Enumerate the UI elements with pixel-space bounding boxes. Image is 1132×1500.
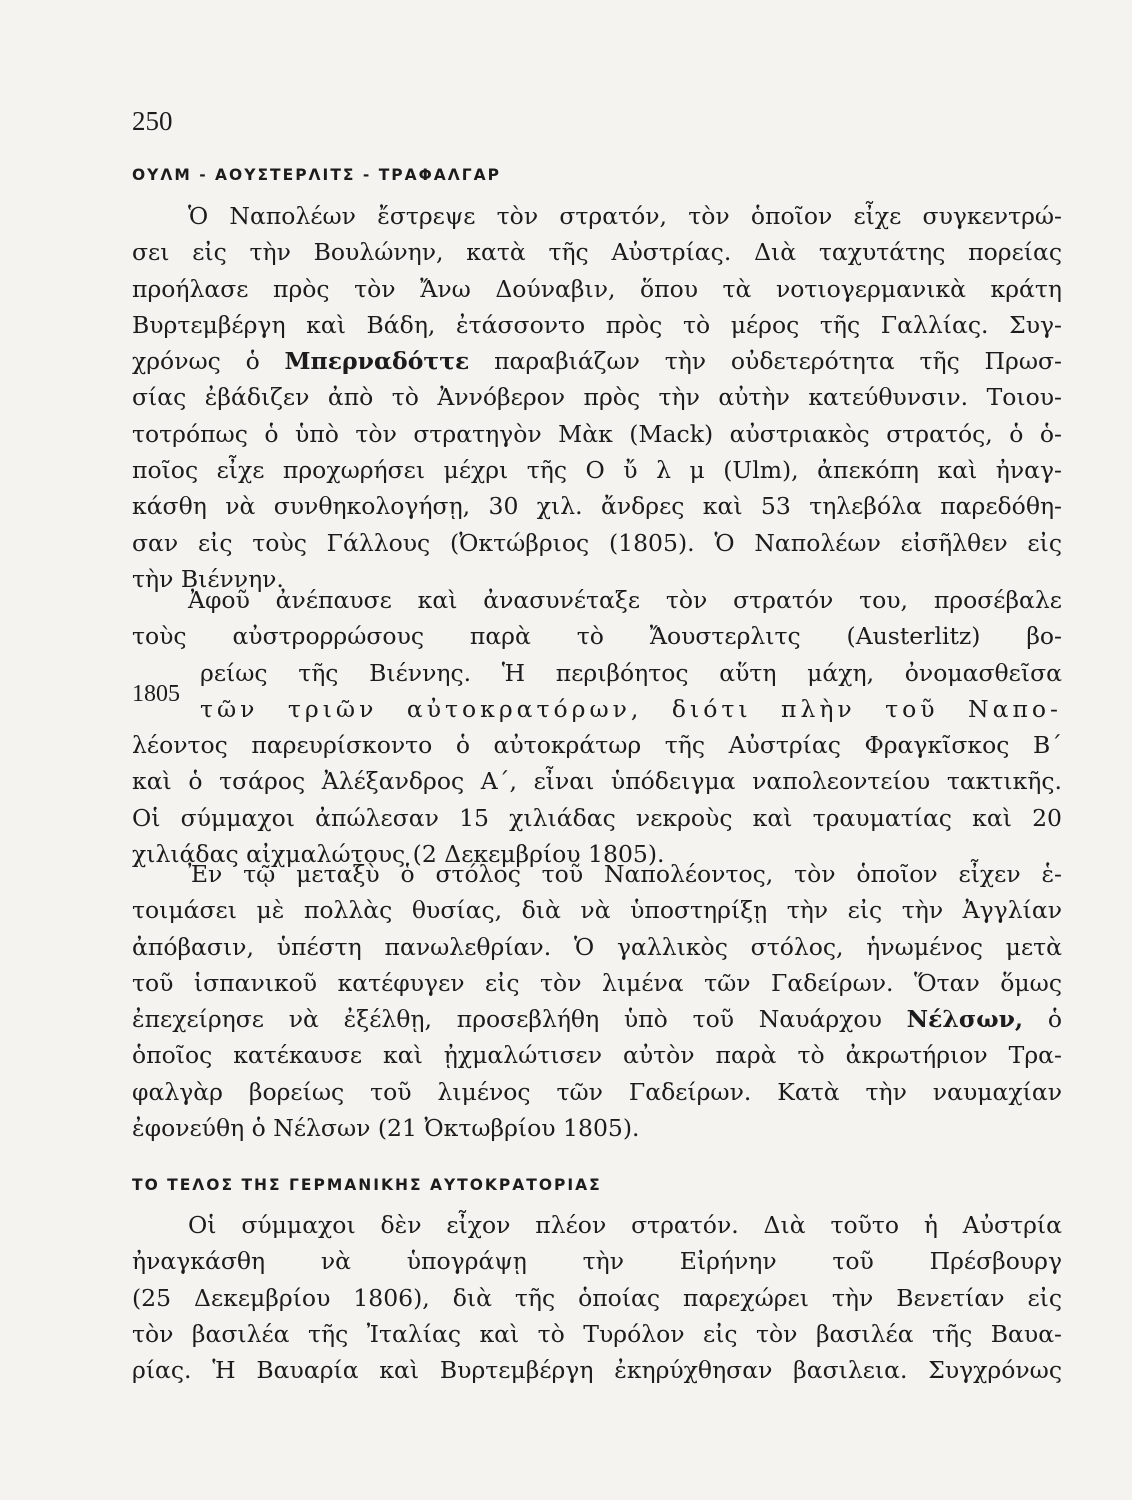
text-line: Οἱ σύμμαχοι δὲν εἶχον πλέον στρατόν. Διὰ τοῦτο ἡ Αὐστρία [188, 1211, 1062, 1239]
bold-name-nelson: Νέλσων, [906, 1005, 1024, 1034]
text-line: τοὺς αὐστρορρώσους παρὰ τὸ Ἄουστερλιτς (Austerlitz) βο- [132, 622, 1062, 651]
text-line: Ἐν τῷ μεταξὺ ὁ στόλος τοῦ Ναπολέοντος, τὸν ὁποῖον εἶχεν ἑ- [188, 860, 1062, 888]
paragraph-end-of-german-empire [132, 1207, 1062, 1388]
text-line: τῶν τριῶν αὐτοκρατόρων, διότι πλὴν τοῦ Ναπο- [200, 694, 1062, 723]
text-line: ὁποῖος κατέκαυσε καὶ ᾐχμαλώτισεν αὐτὸν παρὰ τὸ ἀκρωτήριον Τρα- [132, 1041, 1062, 1070]
text-line: ἀπόβασιν, ὑπέστη πανωλεθρίαν. Ὁ γαλλικὸς στόλος, ἡνωμένος μετὰ [132, 932, 1062, 961]
text-line: τοῦ ἱσπανικοῦ κατέφυγεν εἰς τὸν λιμένα τῶν Γαδείρων. Ὅταν ὅμως [132, 968, 1062, 997]
text-line: Ἀφοῦ ἀνέπαυσε καὶ ἀνασυνέταξε τὸν στρατόν του, προσέβαλε [188, 586, 1062, 614]
text-line: χιλιάδας αἰχμαλώτους (2 Δεκεμβρίου 1805). [132, 840, 665, 869]
text-line: τὴν Βιέννην. [132, 564, 284, 593]
text-line: (25 Δεκεμβρίου 1806), διὰ τῆς ὁποίας παρεχώρει τὴν Βενετίαν εἰς [132, 1283, 1062, 1312]
text-line: κάσθη νὰ συνθηκολογήσῃ, 30 χιλ. ἄνδρες καὶ 53 τηλεβόλα παρεδόθη- [132, 492, 1062, 521]
text-line: ποῖος εἶχε προχωρήσει μέχρι τῆς Ο ὔ λ μ (Ulm), ἀπεκόπη καὶ ἠναγ- [132, 456, 1062, 485]
paragraph-napoleon-campaign [132, 198, 1062, 597]
text-line: ἠναγκάσθη νὰ ὑπογράψῃ τὴν Εἰρήνην τοῦ Πρέσβουργ [132, 1247, 1062, 1276]
text-line: ἐφονεύθη ὁ Νέλσων (21 Ὀκτωβρίου 1805). [132, 1114, 640, 1143]
text-line-with-bernadotte: χρόνως ὁ Μπερναδόττε παραβιάζων τὴν οὐδετερότητα τῆς Πρωσ- [132, 347, 1062, 376]
text-line: σει εἰς τὴν Βουλώνην, κατὰ τῆς Αὐστρίας. Διὰ ταχυτάτης πορείας [132, 238, 1062, 267]
text-line: ρίας. Ἡ Βαυαρία καὶ Βυρτεμβέργη ἐκηρύχθησαν βασιλεια. Συγχρόνως [132, 1356, 1062, 1385]
text-line: τοτρόπως ὁ ὑπὸ τὸν στρατηγὸν Μὰκ (Mack) αὐστριακὸς στρατός, ὁ ὁ- [132, 419, 1062, 448]
text-line-with-nelson: ἐπεχείρησε νὰ ἐξέλθῃ, προσεβλήθη ὑπὸ τοῦ Ναυάρχου Νέλσων, ὁ [132, 1005, 1062, 1034]
text-line: προήλασε πρὸς τὸν Ἄνω Δούναβιν, ὅπου τὰ νοτιογερμανικὰ κράτη [132, 274, 1062, 303]
paragraph-austerlitz [132, 582, 1062, 872]
text-line: Ὁ Ναπολέων ἔστρεψε τὸν στρατόν, τὸν ὁποῖον εἶχε συγκεντρώ- [188, 202, 1062, 230]
margin-year-note: 1805 [132, 681, 180, 707]
paragraph-trafalgar [132, 856, 1062, 1146]
text-line: Βυρτεμβέργη καὶ Βάδη, ἐτάσσοντο πρὸς τὸ μέρος τῆς Γαλλίας. Συγ- [132, 310, 1062, 339]
section-heading-ulm-austerlitz-trafalgar: ΟΥΛΜ - ΑΟΥΣΤΕΡΛΙΤΣ - ΤΡΑΦΑΛΓΑΡ [132, 166, 502, 184]
text-line: φαλγὰρ βορείως τοῦ λιμένος τῶν Γαδείρων. Κατὰ τὴν ναυμαχίαν [132, 1077, 1062, 1106]
text-line: λέοντος παρευρίσκοντο ὁ αὐτοκράτωρ τῆς Αὐστρίας Φραγκῖσκος Β΄ [132, 731, 1062, 760]
text-line: καὶ ὁ τσάρος Ἀλέξανδρος Α΄, εἶναι ὑπόδειγμα ναπολεοντείου τακτικῆς. [132, 767, 1062, 796]
page-number: 250 [132, 106, 173, 136]
text-line: τὸν βασιλέα τῆς Ἰταλίας καὶ τὸ Τυρόλον εἰς τὸν βασιλέα τῆς Βαυα- [132, 1319, 1062, 1348]
text-line: ρείως τῆς Βιέννης. Ἡ περιβόητος αὕτη μάχη, ὀνομασθεῖσα [200, 658, 1062, 687]
book-page [132, 0, 1062, 1500]
section-heading-end-of-german-empire: ΤΟ ΤΕΛΟΣ ΤΗΣ ΓΕΡΜΑΝΙΚΗΣ ΑΥΤΟΚΡΑΤΟΡΙΑΣ [132, 1176, 602, 1194]
text-line: Οἱ σύμμαχοι ἀπώλεσαν 15 χιλιάδας νεκροὺς καὶ τραυματίας καὶ 20 [132, 803, 1062, 832]
text-line: τοιμάσει μὲ πολλὰς θυσίας, διὰ νὰ ὑποστηρίξῃ τὴν εἰς τὴν Ἀγγλίαν [132, 896, 1062, 925]
text-line: σαν εἰς τοὺς Γάλλους (Ὀκτώβριος (1805). Ὁ Ναπολέων εἰσῆλθεν εἰς [132, 528, 1062, 557]
text-line: σίας ἐβάδιζεν ἀπὸ τὸ Ἀννόβερον πρὸς τὴν αὐτὴν κατεύθυνσιν. Τοιου- [132, 383, 1062, 412]
bold-name-bernadotte: Μπερναδόττε [284, 347, 470, 376]
